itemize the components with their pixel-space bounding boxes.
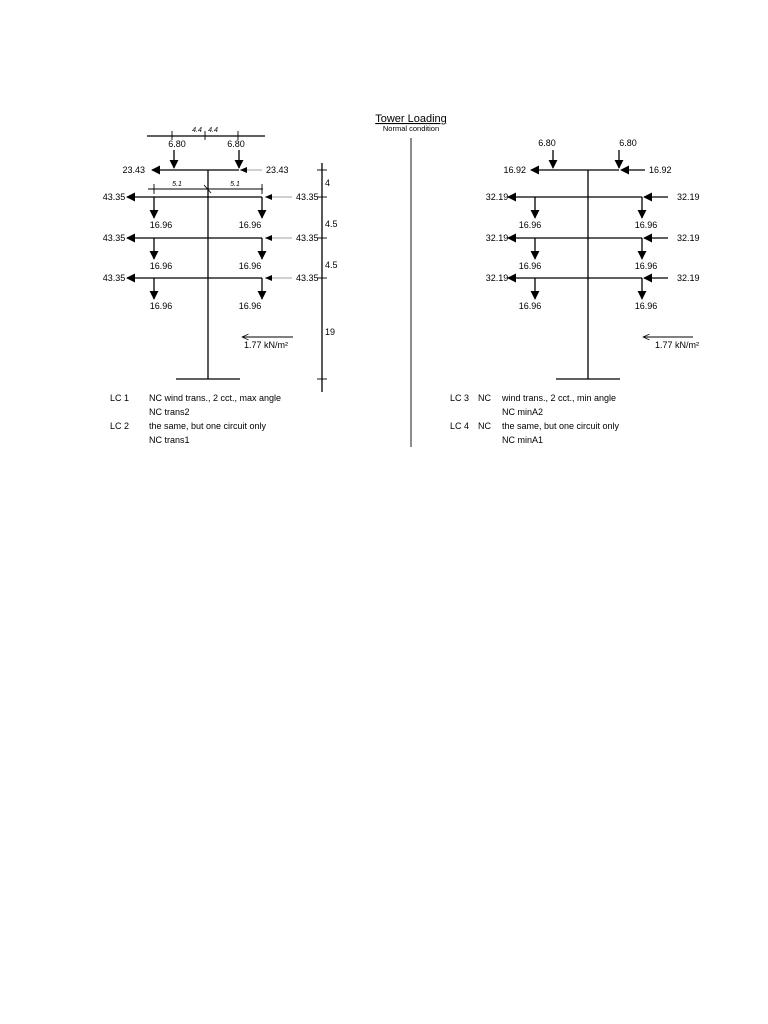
crossarm-row [103,233,319,271]
left-earthwire-load: 23.43 [122,165,145,175]
page-subtitle: Normal condition [382,124,440,133]
vertical-load-value: 16.96 [149,220,173,230]
left-earthwire-spacing: 4.4 [192,127,202,134]
crossarm-load-head [265,235,272,241]
lc-nc: NC [478,421,491,431]
vertical-load-value: 16.96 [634,261,658,271]
crossarm-load-head [265,275,272,281]
horizontal-load-value: 43.35 [102,233,126,243]
left-earthwire-load: 23.43 [266,165,289,175]
vertical-load-value: 16.96 [149,261,173,271]
lc-code: LC 1 [110,393,130,403]
lc-code: LC 2 [110,421,130,431]
vertical-load-value: 16.96 [634,220,658,230]
right-crossarm-rows [486,192,700,311]
page-title: Tower Loading [375,113,447,125]
vertical-load-value: 16.96 [238,220,262,230]
horizontal-load-value: 43.35 [296,233,319,243]
left-level-dim: 4.5 [325,219,338,229]
horizontal-load-value: 32.19 [677,233,700,243]
vertical-load-value: 16.96 [634,301,658,311]
left-level-dim: 4 [325,178,331,188]
crossarm-load-head [265,194,272,200]
horizontal-load-value: 43.35 [102,273,126,283]
crossarm-row [486,233,700,271]
vertical-load-value: 16.96 [518,301,542,311]
horizontal-load-value: 32.19 [485,233,509,243]
horizontal-load-value: 43.35 [296,192,319,202]
right-earthwire-load: 16.92 [503,165,526,175]
vertical-load-value: 16.96 [149,301,173,311]
left-tower [103,127,338,392]
lc-name: NC trans1 [149,435,190,445]
lc-code: LC 4 [450,421,470,431]
left-top-load: 6.80 [227,139,245,149]
lc-description: the same, but one circuit only [149,421,267,431]
horizontal-load-value: 43.35 [102,192,126,202]
right-wind-label: 1.77 kN/m² [655,340,700,350]
left-load-cases [110,393,281,445]
right-load-cases [450,393,620,445]
lc-nc: NC [478,393,491,403]
horizontal-load-value: 32.19 [677,192,700,202]
lc-description: the same, but one circuit only [502,421,620,431]
vertical-load-value: 16.96 [238,261,262,271]
lc-code: LC 3 [450,393,470,403]
left-earthwire-spacing: 4.4 [208,127,218,134]
left-level-dim: 4.5 [325,260,338,270]
left-crossarm-rows [103,192,319,311]
crossarm-row [486,192,700,230]
horizontal-load-value: 32.19 [677,273,700,283]
left-crossarm-spacing: 5.1 [230,181,240,188]
right-top-load: 6.80 [538,138,556,148]
vertical-load-value: 16.96 [518,220,542,230]
left-earthwire-load-head [240,167,247,173]
horizontal-load-value: 32.19 [485,192,509,202]
left-wind-label: 1.77 kN/m² [244,340,289,350]
horizontal-load-value: 43.35 [296,273,319,283]
crossarm-row [486,273,700,311]
left-top-load: 6.80 [168,139,186,149]
lc-description: wind trans., 2 cct., min angle [502,393,617,403]
vertical-load-value: 16.96 [238,301,262,311]
lc-description: NC wind trans., 2 cct., max angle [149,393,282,403]
lc-name: NC minA1 [502,435,544,445]
left-level-dim: 19 [325,327,336,337]
lc-name: NC minA2 [502,407,544,417]
horizontal-load-value: 32.19 [485,273,509,283]
crossarm-row [103,273,319,311]
right-tower [486,138,700,379]
right-earthwire-load: 16.92 [649,165,672,175]
left-crossarm-spacing: 5.1 [172,181,182,188]
crossarm-row [103,192,319,230]
vertical-load-value: 16.96 [518,261,542,271]
lc-name: NC trans2 [149,407,190,417]
right-top-load: 6.80 [619,138,637,148]
